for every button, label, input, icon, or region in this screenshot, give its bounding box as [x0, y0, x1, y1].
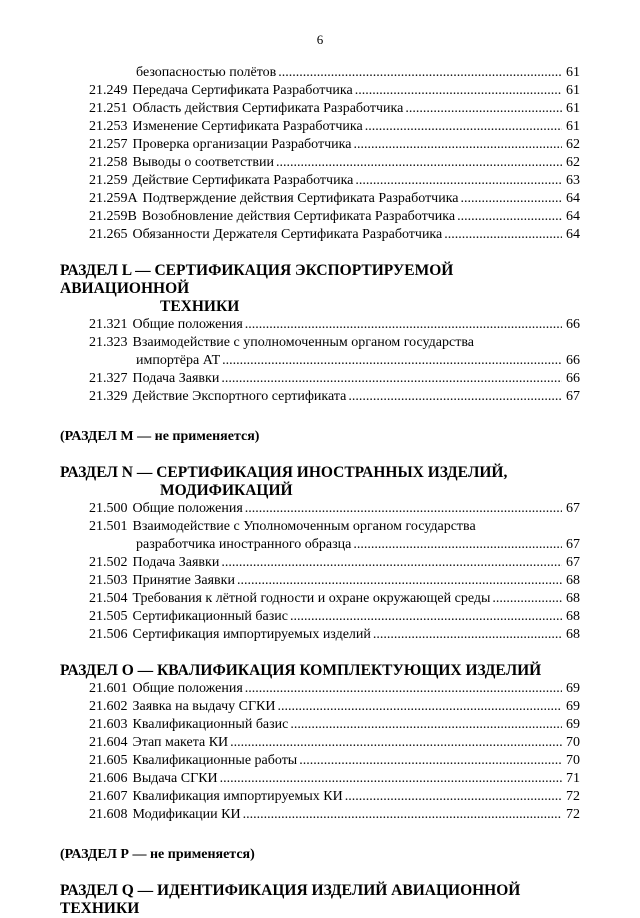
entry-page: 67: [566, 555, 580, 570]
entry-number: 21.258: [89, 155, 128, 170]
entry-number: 21.608: [89, 807, 128, 822]
toc-entry: [60, 316, 580, 334]
entry-title: Обязанности Держателя Сертификата Разработчика: [132, 227, 443, 242]
entry-number: 21.501: [89, 519, 128, 534]
toc-entry: [60, 208, 580, 226]
leader-dots: [299, 752, 562, 770]
entry-page: 63: [566, 173, 580, 188]
toc-entry: [60, 500, 580, 518]
leader-dots: [444, 226, 562, 244]
entry-number: 21.504: [89, 591, 128, 606]
entry-title: Модификации КИ: [132, 807, 241, 822]
section-heading-line: РАЗДЕЛ Q — ИДЕНТИФИКАЦИЯ ИЗДЕЛИЙ АВИАЦИОННОЙ ТЕХНИКИ: [60, 882, 521, 917]
entry-title-continued: импортёра АТ: [136, 353, 221, 368]
entry-title: Квалификация импортируемых КИ: [132, 789, 343, 804]
leader-dots: [237, 572, 562, 590]
toc-entry: [60, 608, 580, 626]
section-heading-line: ТЕХНИКИ: [160, 298, 240, 315]
toc-entry: [60, 752, 580, 770]
entry-title: Принятие Заявки: [132, 573, 235, 588]
entry-title-continued: разработчика иностранного образца: [136, 537, 352, 552]
toc-entry: [60, 136, 580, 154]
entry-number: 21.327: [89, 371, 128, 386]
entry-number: 21.257: [89, 137, 128, 152]
toc-entry: [60, 100, 580, 118]
entry-title: Квалификационный базис: [132, 717, 289, 732]
entry-page: 67: [566, 389, 580, 404]
entry-title: Общие положения: [132, 681, 243, 696]
leader-dots: [276, 154, 562, 172]
leader-dots: [353, 536, 562, 554]
entry-number: 21.602: [89, 699, 128, 714]
toc-entry: [60, 572, 580, 590]
entry-page: 66: [566, 353, 580, 368]
entry-title: Этап макета КИ: [132, 735, 229, 750]
toc-entry: [60, 154, 580, 172]
toc-entry: [60, 590, 580, 608]
entry-page: 61: [566, 101, 580, 116]
leader-dots: [221, 554, 562, 572]
entry-page: 61: [566, 119, 580, 134]
leader-dots: [461, 190, 562, 208]
entry-number: 21.506: [89, 627, 128, 642]
entry-number: 21.606: [89, 771, 128, 786]
toc-entry: [60, 226, 580, 244]
entry-page: 69: [566, 699, 580, 714]
entry-page: 62: [566, 155, 580, 170]
entry-title: Передача Сертификата Разработчика: [132, 83, 353, 98]
entry-title: Общие положения: [132, 317, 243, 332]
entry-page: 67: [566, 501, 580, 516]
entry-title: Выдача СГКИ: [132, 771, 218, 786]
entry-number: 21.265: [89, 227, 128, 242]
entry-number: 21.601: [89, 681, 128, 696]
toc-entry: [60, 64, 580, 82]
leader-dots: [278, 64, 562, 82]
entry-number: 21.505: [89, 609, 128, 624]
toc-entry: [60, 698, 580, 716]
entry-number: 21.259A: [89, 191, 138, 206]
section-heading-line: РАЗДЕЛ О — КВАЛИФИКАЦИЯ КОМПЛЕКТУЮЩИХ ИЗДЕЛИЙ: [60, 662, 542, 679]
section-l-heading: [60, 262, 580, 316]
table-of-contents: [60, 64, 580, 918]
entry-number: 21.329: [89, 389, 128, 404]
entry-title: Подача Заявки: [132, 555, 220, 570]
entry-page: 62: [566, 137, 580, 152]
entry-number: 21.251: [89, 101, 128, 116]
section-heading-line: РАЗДЕЛ N — СЕРТИФИКАЦИЯ ИНОСТРАННЫХ ИЗДЕЛИЙ,: [60, 464, 508, 481]
toc-entry: [60, 770, 580, 788]
section-heading-line: РАЗДЕЛ L — СЕРТИФИКАЦИЯ ЭКСПОРТИРУЕМОЙ АВИАЦИОННОЙ: [60, 262, 454, 297]
leader-dots: [243, 806, 562, 824]
section-m-not-applicable: (РАЗДЕЛ М — не применяется): [60, 429, 260, 444]
entry-page: 64: [566, 227, 580, 242]
leader-dots: [220, 770, 562, 788]
entry-page: 72: [566, 789, 580, 804]
entry-page: 61: [566, 83, 580, 98]
entry-number: 21.502: [89, 555, 128, 570]
entry-title: Требования к лётной годности и охране окружающей среды: [132, 591, 491, 606]
entry-title: Общие положения: [132, 501, 243, 516]
entry-title: Взаимодействие с Уполномоченным органом государства: [132, 519, 476, 534]
leader-dots: [245, 680, 562, 698]
toc-entry: [60, 190, 580, 208]
leader-dots: [348, 388, 562, 406]
entry-title: Заявка на выдачу СГКИ: [132, 699, 276, 714]
leader-dots: [245, 500, 562, 518]
entry-page: 69: [566, 681, 580, 696]
entry-title: Сертификация импортируемых изделий: [132, 627, 371, 642]
entry-number: 21.259B: [89, 209, 137, 224]
toc-entry: [60, 388, 580, 406]
entry-page: 68: [566, 591, 580, 606]
entry-number: 21.259: [89, 173, 128, 188]
entry-title: Проверка организации Разработчика: [132, 137, 352, 152]
toc-entry: [60, 334, 580, 370]
entry-page: 66: [566, 371, 580, 386]
toc-entry: [60, 734, 580, 752]
section-p-not-applicable: (РАЗДЕЛ Р — не применяется): [60, 847, 255, 862]
entry-title: Сертификационный базис: [132, 609, 288, 624]
entry-title: Область действия Сертификата Разработчика: [132, 101, 404, 116]
toc-entry: [60, 370, 580, 388]
entry-page: 67: [566, 537, 580, 552]
entry-number: 21.605: [89, 753, 128, 768]
entry-title: Взаимодействие с уполномоченным органом государства: [132, 335, 474, 350]
entry-title: Квалификационные работы: [132, 753, 298, 768]
leader-dots: [492, 590, 562, 608]
entry-title: Подача Заявки: [132, 371, 220, 386]
entry-title: Подтверждение действия Сертификата Разработчика: [142, 191, 459, 206]
entry-number: 21.503: [89, 573, 128, 588]
entry-page: 70: [566, 735, 580, 750]
entry-title: Действие Экспортного сертификата: [132, 389, 347, 404]
leader-dots: [405, 100, 562, 118]
entry-number: 21.323: [89, 335, 128, 350]
entry-page: 71: [566, 771, 580, 786]
entry-number: 21.607: [89, 789, 128, 804]
toc-entry: [60, 118, 580, 136]
entry-page: 68: [566, 573, 580, 588]
toc-entry: [60, 82, 580, 100]
leader-dots: [355, 172, 562, 190]
entry-page: 69: [566, 717, 580, 732]
leader-dots: [222, 352, 562, 370]
toc-entry: [60, 806, 580, 824]
section-heading-line: МОДИФИКАЦИЙ: [160, 482, 293, 499]
leader-dots: [345, 788, 562, 806]
entry-title: Возобновление действия Сертификата Разработчика: [141, 209, 456, 224]
leader-dots: [245, 316, 562, 334]
entry-title: Выводы о соответствии: [132, 155, 274, 170]
leader-dots: [365, 118, 562, 136]
entry-number: 21.321: [89, 317, 128, 332]
entry-number: 21.253: [89, 119, 128, 134]
entry-title: Изменение Сертификата Разработчика: [132, 119, 363, 134]
toc-entry: [60, 788, 580, 806]
leader-dots: [457, 208, 562, 226]
leader-dots: [278, 698, 562, 716]
section-q-heading: [60, 882, 580, 918]
entry-page: 61: [566, 65, 580, 80]
section-o-heading: [60, 662, 580, 680]
entry-page: 72: [566, 807, 580, 822]
entry-page: 66: [566, 317, 580, 332]
leader-dots: [353, 136, 562, 154]
entry-page: 70: [566, 753, 580, 768]
toc-entry: [60, 172, 580, 190]
entry-number: 21.249: [89, 83, 128, 98]
page-number: 6: [316, 32, 324, 47]
toc-entry: [60, 716, 580, 734]
leader-dots: [230, 734, 562, 752]
leader-dots: [221, 370, 562, 388]
leader-dots: [355, 82, 562, 100]
toc-entry: [60, 626, 580, 644]
leader-dots: [373, 626, 562, 644]
leader-dots: [290, 716, 562, 734]
entry-page: 64: [566, 209, 580, 224]
entry-page: 68: [566, 627, 580, 642]
entry-number: 21.604: [89, 735, 128, 750]
entry-title: Действие Сертификата Разработчика: [132, 173, 354, 188]
entry-number: 21.500: [89, 501, 128, 516]
toc-entry: [60, 554, 580, 572]
entry-number: 21.603: [89, 717, 128, 732]
entry-page: 64: [566, 191, 580, 206]
entry-title: безопасностью полётов: [136, 65, 277, 80]
toc-entry: [60, 518, 580, 554]
leader-dots: [290, 608, 562, 626]
toc-entry: [60, 680, 580, 698]
entry-page: 68: [566, 609, 580, 624]
section-n-heading: [60, 464, 580, 500]
